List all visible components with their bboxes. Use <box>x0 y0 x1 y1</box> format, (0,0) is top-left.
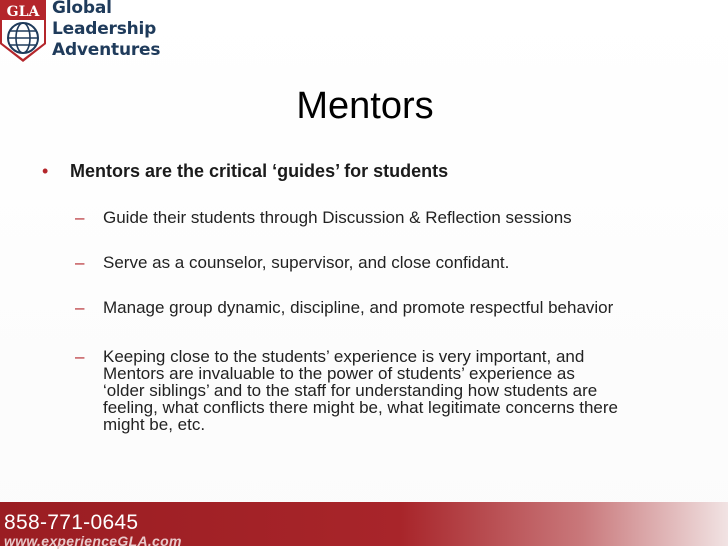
sub-bullet-3-text: Manage group dynamic, discipline, and promote respectful behavior <box>103 298 614 317</box>
slide-title <box>0 85 728 128</box>
sub-bullet-4 <box>73 348 728 433</box>
sub-bullet-4-line-4: feeling, what conflicts there might be, what legitimate concerns there <box>103 398 618 417</box>
main-bullet <box>40 160 720 182</box>
slide-content <box>40 160 720 434</box>
logo-badge-text: GLA <box>6 4 40 20</box>
sub-bullet-4-line-5: might be, etc. <box>103 415 206 434</box>
logo-line-2: Leadership <box>52 19 157 39</box>
sub-bullet-dash: – <box>75 298 85 317</box>
sub-bullet-dash: – <box>75 208 85 227</box>
gla-logo <box>0 0 180 64</box>
sub-bullet-1-text: Guide their students through Discussion & Reflection sessions <box>103 208 572 227</box>
bullet-dot: • <box>42 161 49 181</box>
gla-globe-badge-icon <box>0 0 48 64</box>
footer-url[interactable]: www.experienceGLA.com <box>4 533 182 549</box>
slide-title-text: Mentors <box>296 85 434 127</box>
sub-bullet-4-line-3: ‘older siblings’ and to the staff for understanding how students are <box>103 381 598 400</box>
sub-bullet-dash: – <box>75 253 85 272</box>
sub-bullet-4-line-2: Mentors are invaluable to the power of students’ experience as <box>103 364 575 383</box>
logo-line-3: Adventures <box>52 40 161 60</box>
sub-bullet-dash: – <box>75 347 85 366</box>
footer-phone: 858-771-0645 <box>4 511 139 534</box>
sub-bullet-1 <box>73 209 728 226</box>
sub-bullet-4-line-1: Keeping close to the students’ experience is very important, and <box>103 347 585 366</box>
logo-wordmark <box>52 0 160 61</box>
sub-bullet-2 <box>73 254 728 271</box>
logo-line-1: Global <box>52 0 112 18</box>
main-bullet-text: Mentors are the critical ‘guides’ for students <box>70 161 449 181</box>
sub-bullet-2-text: Serve as a counselor, supervisor, and close confidant. <box>103 253 510 272</box>
sub-bullet-3 <box>73 299 728 316</box>
